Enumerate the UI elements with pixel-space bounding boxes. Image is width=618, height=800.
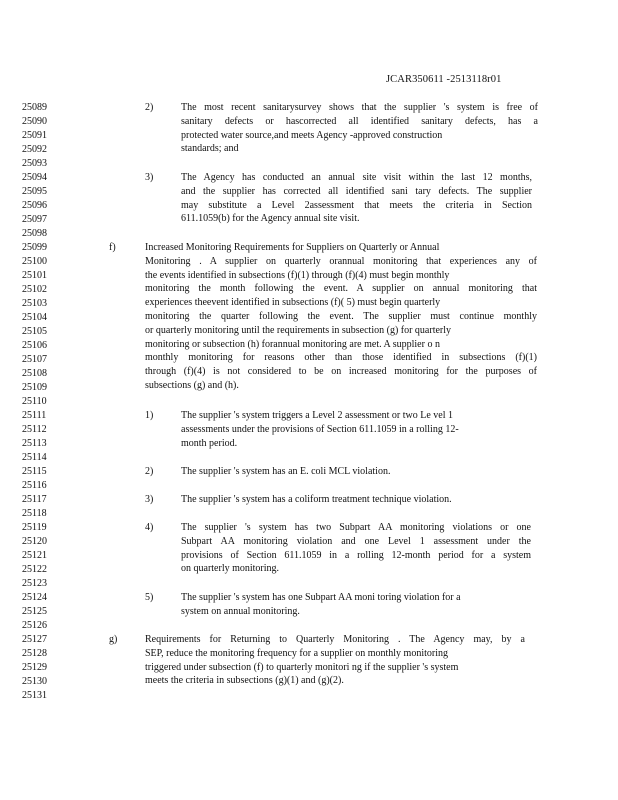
line-number: 25101 (22, 270, 47, 281)
text-line: may substitute a Level 2assessment that meets the criteria in Section (181, 199, 532, 211)
text-line: experiences theevent identified in subsections (f)( 5) must begin quarterly (145, 297, 441, 309)
line-number: 25127 (22, 634, 47, 645)
line-number: 25131 (22, 690, 47, 701)
text-line: and the supplier has corrected all identified sani tary defects. The supplier (181, 185, 532, 197)
line-number: 25110 (22, 396, 47, 407)
text-line: the events identified in subsections (f)(1) through (f)(4) must begin monthly (145, 269, 450, 281)
paragraph (181, 171, 532, 226)
text-line: meets the criteria in subsections (g)(1) and (g)(2). (145, 675, 344, 687)
list-marker: 2) (145, 466, 154, 477)
paragraph (181, 493, 511, 507)
text-line: subsections (g) and (h). (145, 379, 239, 391)
text-line: sanitary defects or hascorrected all identified sanitary defects, has a (181, 115, 538, 127)
line-number: 25111 (22, 410, 47, 421)
text-line: Monitoring . A supplier on quarterly orannual monitoring that experiences any of (145, 255, 537, 267)
list-marker: 2) (145, 102, 154, 113)
line-number: 25122 (22, 564, 47, 575)
line-number: 25105 (22, 326, 47, 337)
list-marker: 1) (145, 410, 154, 421)
text-line: monitoring the month following the event. A supplier on annual monitoring that (145, 283, 537, 295)
document-header-id: JCAR350611 -2513118r01 (386, 74, 502, 85)
line-number: 25096 (22, 200, 47, 211)
line-number: 25100 (22, 256, 47, 267)
list-marker: 5) (145, 592, 154, 603)
line-number: 25123 (22, 578, 47, 589)
line-number: 25095 (22, 186, 47, 197)
text-line: The supplier 's system has a coliform treatment technique violation. (181, 494, 452, 505)
paragraph (181, 591, 516, 619)
text-line: monitoring or subsection (h) forannual monitoring are met. A supplier o n (145, 338, 440, 350)
line-number: 25109 (22, 382, 47, 393)
list-marker: g) (109, 634, 118, 645)
line-number: 25114 (22, 452, 47, 463)
text-line: monthly monitoring for reasons other than those identified in subsections (f)(1) (145, 352, 537, 364)
line-number: 25130 (22, 676, 47, 687)
line-number: 25115 (22, 466, 47, 477)
text-line: Increased Monitoring Requirements for Suppliers on Quarterly or Annual (145, 242, 440, 253)
line-number: 25113 (22, 438, 47, 449)
list-marker: f) (109, 242, 116, 253)
text-line: on quarterly monitoring. (181, 563, 280, 575)
line-number: 25121 (22, 550, 47, 561)
line-number: 25119 (22, 522, 47, 533)
list-marker: 3) (145, 172, 154, 183)
paragraph (181, 409, 521, 450)
line-number: 25104 (22, 312, 47, 323)
text-line: The supplier 's system has one Subpart AA moni toring violation for a (181, 592, 461, 603)
line-number: 25098 (22, 228, 47, 239)
line-number: 25129 (22, 662, 47, 673)
line-number: 25124 (22, 592, 47, 603)
text-line: or quarterly monitoring until the requirements in subsection (g) for quarterly (145, 324, 452, 336)
text-line: assessments under the provisions of Section 611.1059 in a rolling 12- (181, 423, 459, 435)
line-number: 25092 (22, 144, 47, 155)
text-line: standards; and (181, 143, 239, 155)
line-number: 25090 (22, 116, 47, 127)
text-line: through (f)(4) is not considered to be on increased monitoring for the purposes of (145, 366, 537, 378)
line-number: 25107 (22, 354, 47, 365)
list-marker: 3) (145, 494, 154, 505)
text-line: system on annual monitoring. (181, 605, 300, 617)
line-number: 25126 (22, 620, 47, 631)
text-line: 611.1059(b) for the Agency annual site visit. (181, 213, 360, 225)
line-number: 25120 (22, 536, 47, 547)
line-number: 25091 (22, 130, 47, 141)
paragraph (181, 101, 538, 156)
text-line: Requirements for Returning to Quarterly Monitoring . The Agency may, by a (145, 634, 525, 645)
line-number: 25108 (22, 368, 47, 379)
text-line: triggered under subsection (f) to quarterly monitori ng if the supplier 's system (145, 661, 459, 673)
text-line: monitoring the quarter following the event. The supplier must continue monthly (145, 310, 537, 322)
line-number: 25112 (22, 424, 47, 435)
text-line: month period. (181, 437, 238, 449)
line-number: 25125 (22, 606, 47, 617)
line-number: 25094 (22, 172, 47, 183)
line-number: 25089 (22, 102, 47, 113)
line-number: 25093 (22, 158, 47, 169)
line-number: 25099 (22, 242, 47, 253)
paragraph (145, 241, 537, 393)
line-number: 25103 (22, 298, 47, 309)
paragraph (181, 465, 481, 479)
text-line: The supplier 's system has two Subpart AA monitoring violations or one (181, 522, 531, 533)
line-number: 25102 (22, 284, 47, 295)
line-number: 25097 (22, 214, 47, 225)
line-number: 25116 (22, 480, 47, 491)
paragraph (181, 521, 531, 576)
text-line: The most recent sanitarysurvey shows that the supplier 's system is free of (181, 102, 538, 113)
text-line: protected water source,and meets Agency -approved construction (181, 129, 443, 141)
line-number: 25106 (22, 340, 47, 351)
text-line: Subpart AA monitoring violation and one Level 1 assessment under the (181, 535, 531, 547)
text-line: provisions of Section 611.1059 in a rolling 12-month period for a system (181, 549, 531, 561)
text-line: SEP, reduce the monitoring frequency for a supplier on monthly monitoring (145, 647, 448, 659)
paragraph (145, 633, 525, 688)
list-marker: 4) (145, 522, 154, 533)
text-line: The Agency has conducted an annual site visit within the last 12 months, (181, 172, 532, 183)
line-number: 25118 (22, 508, 47, 519)
text-line: The supplier 's system has an E. coli MCL violation. (181, 466, 391, 477)
text-line: The supplier 's system triggers a Level 2 assessment or two Le vel 1 (181, 410, 454, 421)
line-number: 25117 (22, 494, 47, 505)
line-number: 25128 (22, 648, 47, 659)
